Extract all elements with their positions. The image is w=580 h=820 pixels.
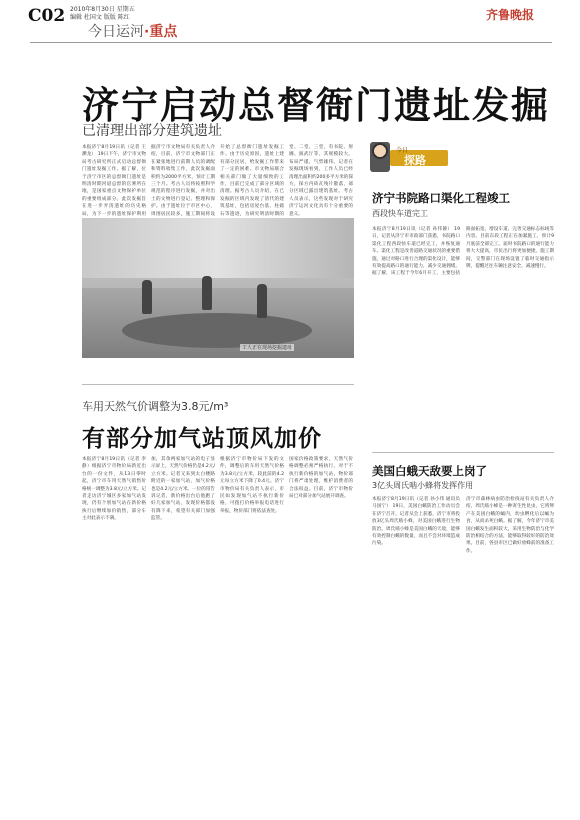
lead-subheadline: 已清理出部分建筑遗址 (82, 123, 222, 139)
issue-meta (70, 6, 135, 22)
gas-subheadline: 车用天然气价调整为3.8元/m³ (82, 400, 229, 413)
photo-caption: 工人正在现场挖掘遗址 (242, 345, 293, 351)
sidebar-divider (372, 452, 554, 453)
gas-headline: 有部分加气站顶风加价 (82, 426, 322, 452)
side2-column-2: 济宁市森林病虫防治检疫站有关负责人介绍，周氏啮小蜂是一种寄生性昆虫，它将卵产在美国白蛾的蛹内，幼虫孵化后以蛹为食，从而杀死白蛾。据了解，今年济宁市美国白蛾发生面积较大，采用生物防治与化学防治相结合的方法，能够取得较好的防治效果。目前，各县市区已做好放蜂前的准备工作。 (466, 497, 554, 554)
column-tag (370, 142, 552, 176)
section-divider (82, 384, 354, 385)
header-divider (30, 42, 552, 43)
photo-worker (142, 280, 152, 314)
section-prefix: 今日运河 (88, 24, 144, 40)
excavation-photo (82, 218, 354, 358)
issue-editors: 编辑 杜国文 版版 陈红 (70, 14, 130, 21)
side2-headline: 美国白蛾天敌要上岗了 (372, 464, 487, 478)
side2-subheadline: 3亿头周氏啮小蜂将发挥作用 (372, 481, 474, 490)
side1-headline: 济宁书院路口渠化工程竣工 (372, 191, 510, 205)
gas-column-3: 根据济宁市物价局下发的文件，调整后的车用天然气价格为3.8元/立方米，较此前的4.2元每立方米下降了0.4元。济宁市物价局有关负责人表示，市民如发现加气站不执行新价格，可拨打价格举报电话进行举报，物价部门将依法查处。 (220, 457, 284, 514)
side1-subheadline: 西段快车道完工 (372, 209, 428, 218)
lead-column-4: 堂、二堂、三堂，有书院、射圃、演武厅等，其规模较大，布局严谨，气势雄伟。记者在发掘现场看到，工作人员已经清理出面积约200多平方米的探方，探方内砖瓦残片散落，部分区域已露出建筑基址。考古人员表示，这些发现对于研究济宁运河文化具有十分重要的意义。 (289, 145, 353, 217)
section-separator: · (144, 24, 150, 40)
lead-headline: 济宁启动总督衙门遗址发掘 (82, 84, 550, 127)
photo-worker (257, 284, 267, 318)
photo-worker (202, 276, 212, 310)
section-name: 重点 (149, 24, 178, 40)
lead-column-2: 据济宁市文物局有关负责人介绍，目前，济宁市文物部门正在紧张地进行前期人员的调配和资料收集工作，此次发掘面积约为2000平方米，预计工期三个月。考古人员将按照科学规范的程序进行发掘，并对出土的文物进行登记、整理和保护。由于遗址位于市区中心，周围居民较多，施工期间将设 (151, 145, 215, 217)
reporter-avatar (370, 142, 390, 172)
gas-column-4: 国家价格政策要求，天然气价格调整必须严格执行，对于不执行新价格的加气站，物价部门将严肃处理，维护消费者的合法权益。目前，济宁市物价局已对部分加气站展开调查。 (289, 457, 353, 500)
side2-column-1: 本报济宁8月19日讯（记者 孙小伟 通讯员 马国宁） 19日，美国白蛾防治工作动员会在济宁召开。记者从会上获悉，济宁市将投放3亿头周氏啮小蜂，对美国白蛾进行生物防治。周氏啮小蜂是美国白蛾的天敌，能够有效控制白蛾的数量，而且不会对环境造成污染。 (372, 497, 460, 547)
newspaper-logo: 齐鲁晚报 (486, 8, 535, 22)
photo-wall (82, 218, 354, 278)
photo-pit (122, 313, 312, 348)
tag-big-text: 探路 (404, 154, 426, 167)
side1-body: 本报济宁8月19日讯（记者 孙伟静） 19日，记者从济宁市市政部门获悉，书院路口渠化工程西段快车道已经完工，并恢复通车。渠化工程是改善道路交通状况的重要措施，通过对路口进行合理的渠化设计，能够有效提高路口的通行能力，减少交通拥堵。据了解，该工程于今年6月开工，主要包括路面拓宽、增设车道、完善交通标志标线等内容。目前东段工程正在加紧施工，预计9月底前全部完工。届时书院路口的通行能力将大大提高，市民出行将更加便捷。施工期间，交警部门在现场设置了临时交通指示牌，提醒过往车辆注意安全、减速慢行。 (372, 227, 554, 277)
gas-column-1: 本报济宁8月19日讯（记者 李静）根据济宁市物价局新近出台的一份文件，从13日零时起，济宁市车用天然气销售价格统一调整为3.8元/立方米。记者走访济宁城区多家加气站发现，仍有个别加气站在新价格执行后继续加价销售，部分车主对此表示不满。 (82, 457, 146, 522)
issue-date: 2010年8月30日 星期五 (70, 6, 135, 13)
section-title (88, 21, 177, 41)
lead-column-1: 本报济宁8月19日讯（记者 王渊龙） 19日下午，济宁市文物局考古研究所正式启动总督衙门遗址发掘工作。据了解，位于济宁市区的总督衙门遗址是明清时期河道总督的官署所在地，是国家重点文物保护单位的重要组成部分。此次发掘旨在进一步弄清遗址的历史格局，为下一步的遗址保护利用 (82, 145, 146, 217)
tag-small-text: 今日 (396, 147, 409, 154)
page-code: C02 (28, 6, 66, 26)
gas-column-2: 加，其余两家加气站的电子显示屏上，天然气价格仍是4.2元/立方米。记者又来到太白楼路附近的一家加气站，加气价格也是4.2元/立方米。一位的哥告诉记者，新价格出台后他跑了好几家加气站，发现价格都没有降下来，希望有关部门加强监管。 (151, 457, 215, 522)
lead-column-3: 开始了总督衙门遗址发掘工作。由于历史原因，遗址上建有部分民居，给发掘工作带来了一定的困难。市文物局联合相关部门做了大量细致的工作，目前已完成了部分区域的清理。据考古人员介绍，在已发掘的区域内发现了清代的建筑基址，包括房屋台基、柱础石等遗迹，为研究明清时期的 (220, 145, 284, 217)
